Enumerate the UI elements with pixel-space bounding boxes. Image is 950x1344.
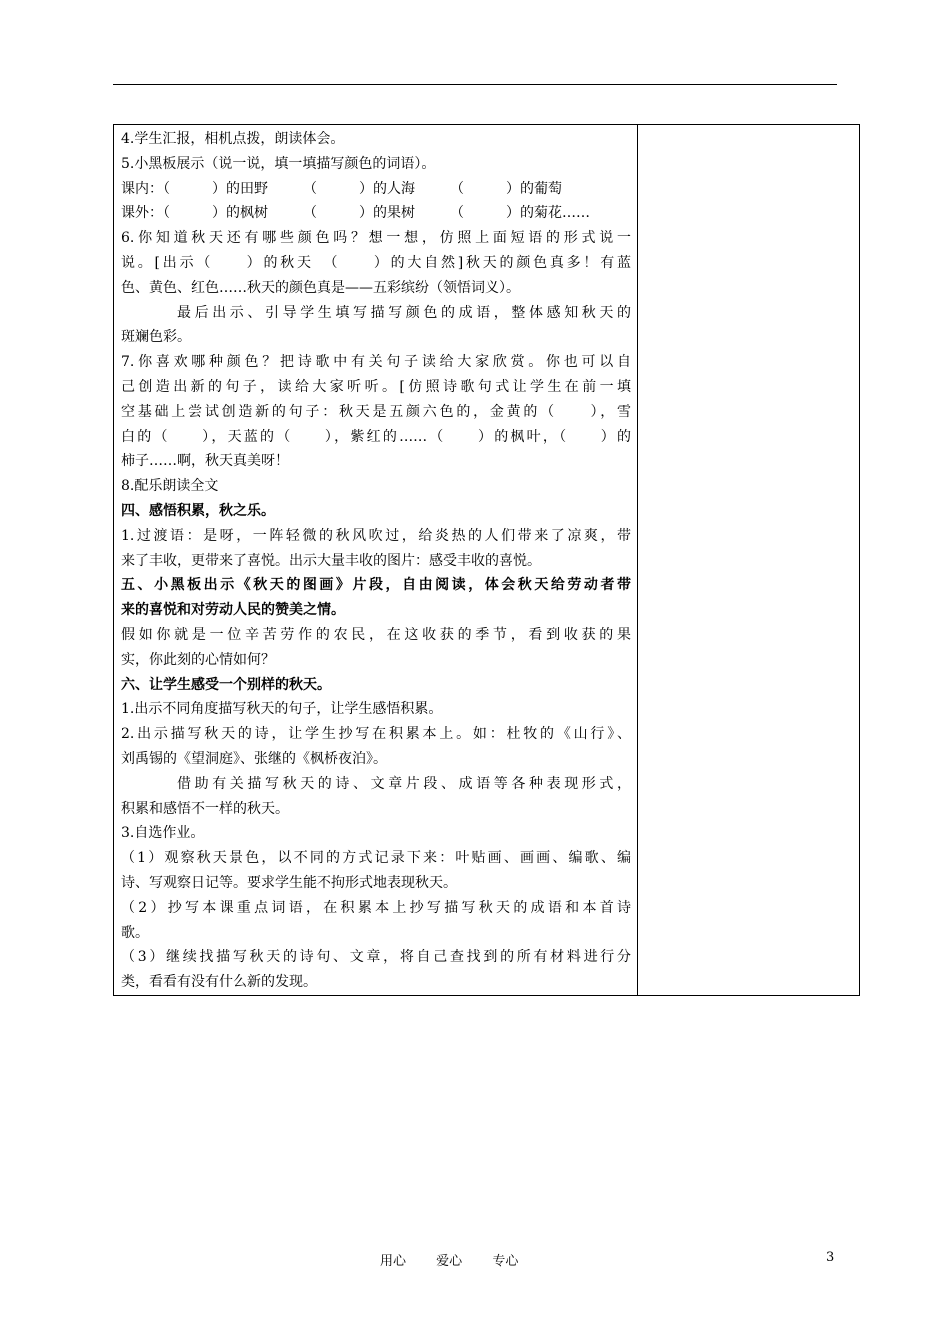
- motto-item: 专心: [492, 1254, 519, 1269]
- table-row: [114, 125, 860, 996]
- text-line: 白的（ ），天蓝的（ ），紫红的……（ ）的枫叶，（ ）的: [121, 428, 631, 445]
- text-line: （2）抄写本课重点词语，在积累本上抄写描写秋天的成语和本首诗: [121, 899, 631, 916]
- text-line: 积累和感悟不一样的秋天。: [121, 800, 289, 817]
- text-line: 诗、写观察日记等。要求学生能不拘形式地表现秋天。: [121, 874, 457, 891]
- text-line: 斑斓色彩。: [121, 329, 191, 346]
- text-line: 五、小黑板出示《秋天的图画》片段，自由阅读，体会秋天给劳动者带: [121, 577, 631, 594]
- text-line: 借助有关描写秋天的诗、文章片段、成语等各种表现形式，: [177, 775, 631, 792]
- text-line: 最后出示、引导学生填写描写颜色的成语，整体感知秋天的: [177, 304, 631, 321]
- header-rule: [113, 84, 837, 85]
- text-line: 六、让学生感受一个别样的秋天。: [121, 676, 331, 693]
- text-line: 1.过渡语：是呀，一阵轻微的秋风吹过，给炎热的人们带来了凉爽，带: [121, 527, 631, 544]
- text-line: 实，你此刻的心情如何？: [121, 651, 275, 668]
- text-line: 6.你知道秋天还有哪些颜色吗？想一想，仿照上面短语的形式说一: [121, 230, 631, 247]
- text-line: 己创造出新的句子，读给大家听听。[仿照诗歌句式让学生在前一填: [121, 378, 631, 395]
- footer-motto: [380, 1250, 544, 1269]
- text-line: 课内：（ ）的田野 （ ）的人海 （ ）的葡萄: [121, 180, 562, 197]
- text-line: （1）观察秋天景色，以不同的方式记录下来：叶贴画、画画、编歌、编: [121, 850, 631, 867]
- text-line: 柿子……啊，秋天真美呀！: [121, 453, 289, 470]
- text-line: 色、黄色、红色……秋天的颜色真是——五彩缤纷（领悟词义）。: [121, 279, 520, 296]
- text-line: 2.出示描写秋天的诗，让学生抄写在积累本上。如：杜牧的《山行》、: [121, 726, 631, 743]
- text-line: 4.学生汇报，相机点拨，朗读体会。: [121, 131, 345, 147]
- text-line: 7.你喜欢哪种颜色？把诗歌中有关句子读给大家欣赏。你也可以自: [121, 354, 631, 371]
- text-line: 刘禹锡的《望洞庭》、张继的《枫桥夜泊》。: [121, 750, 387, 767]
- text-line: 3.自选作业。: [121, 825, 205, 842]
- text-line: 5.小黑板展示（说一说，填一填描写颜色的词语）。: [121, 155, 436, 172]
- motto-item: 用心: [380, 1254, 407, 1269]
- motto-item: 爱心: [436, 1254, 463, 1269]
- text-line: 假如你就是一位辛苦劳作的农民，在这收获的季节，看到收获的果: [121, 626, 631, 643]
- text-line: 四、感悟积累，秋之乐。: [121, 502, 275, 519]
- main-content-cell: [114, 125, 638, 996]
- text-line: 课外：（ ）的枫树 （ ）的果树 （ ）的菊花……: [121, 205, 590, 222]
- text-line: 类，看看有没有什么新的发现。: [121, 974, 317, 991]
- text-line: 说。[出示（ ）的秋天 （ ）的大自然]秋天的颜色真多！有蓝: [121, 254, 631, 271]
- lesson-plan-table: [113, 124, 860, 996]
- text-line: 空基础上尝试创造新的句子：秋天是五颜六色的，金黄的（ ），雪: [121, 403, 631, 420]
- text-line: （3）继续找描写秋天的诗句、文章，将自己查找到的所有材料进行分: [121, 949, 631, 966]
- text-line: 歌。: [121, 924, 149, 941]
- text-line: 来了丰收，更带来了喜悦。出示大量丰收的图片：感受丰收的喜悦。: [121, 552, 541, 569]
- lesson-text: [121, 127, 631, 995]
- text-line: 8.配乐朗读全文: [121, 478, 219, 495]
- notes-cell: [638, 125, 860, 996]
- text-line: 1.出示不同角度描写秋天的句子，让学生感悟积累。: [121, 701, 443, 718]
- text-line: 来的喜悦和对劳动人民的赞美之情。: [121, 602, 345, 619]
- page-number: 3: [826, 1250, 835, 1265]
